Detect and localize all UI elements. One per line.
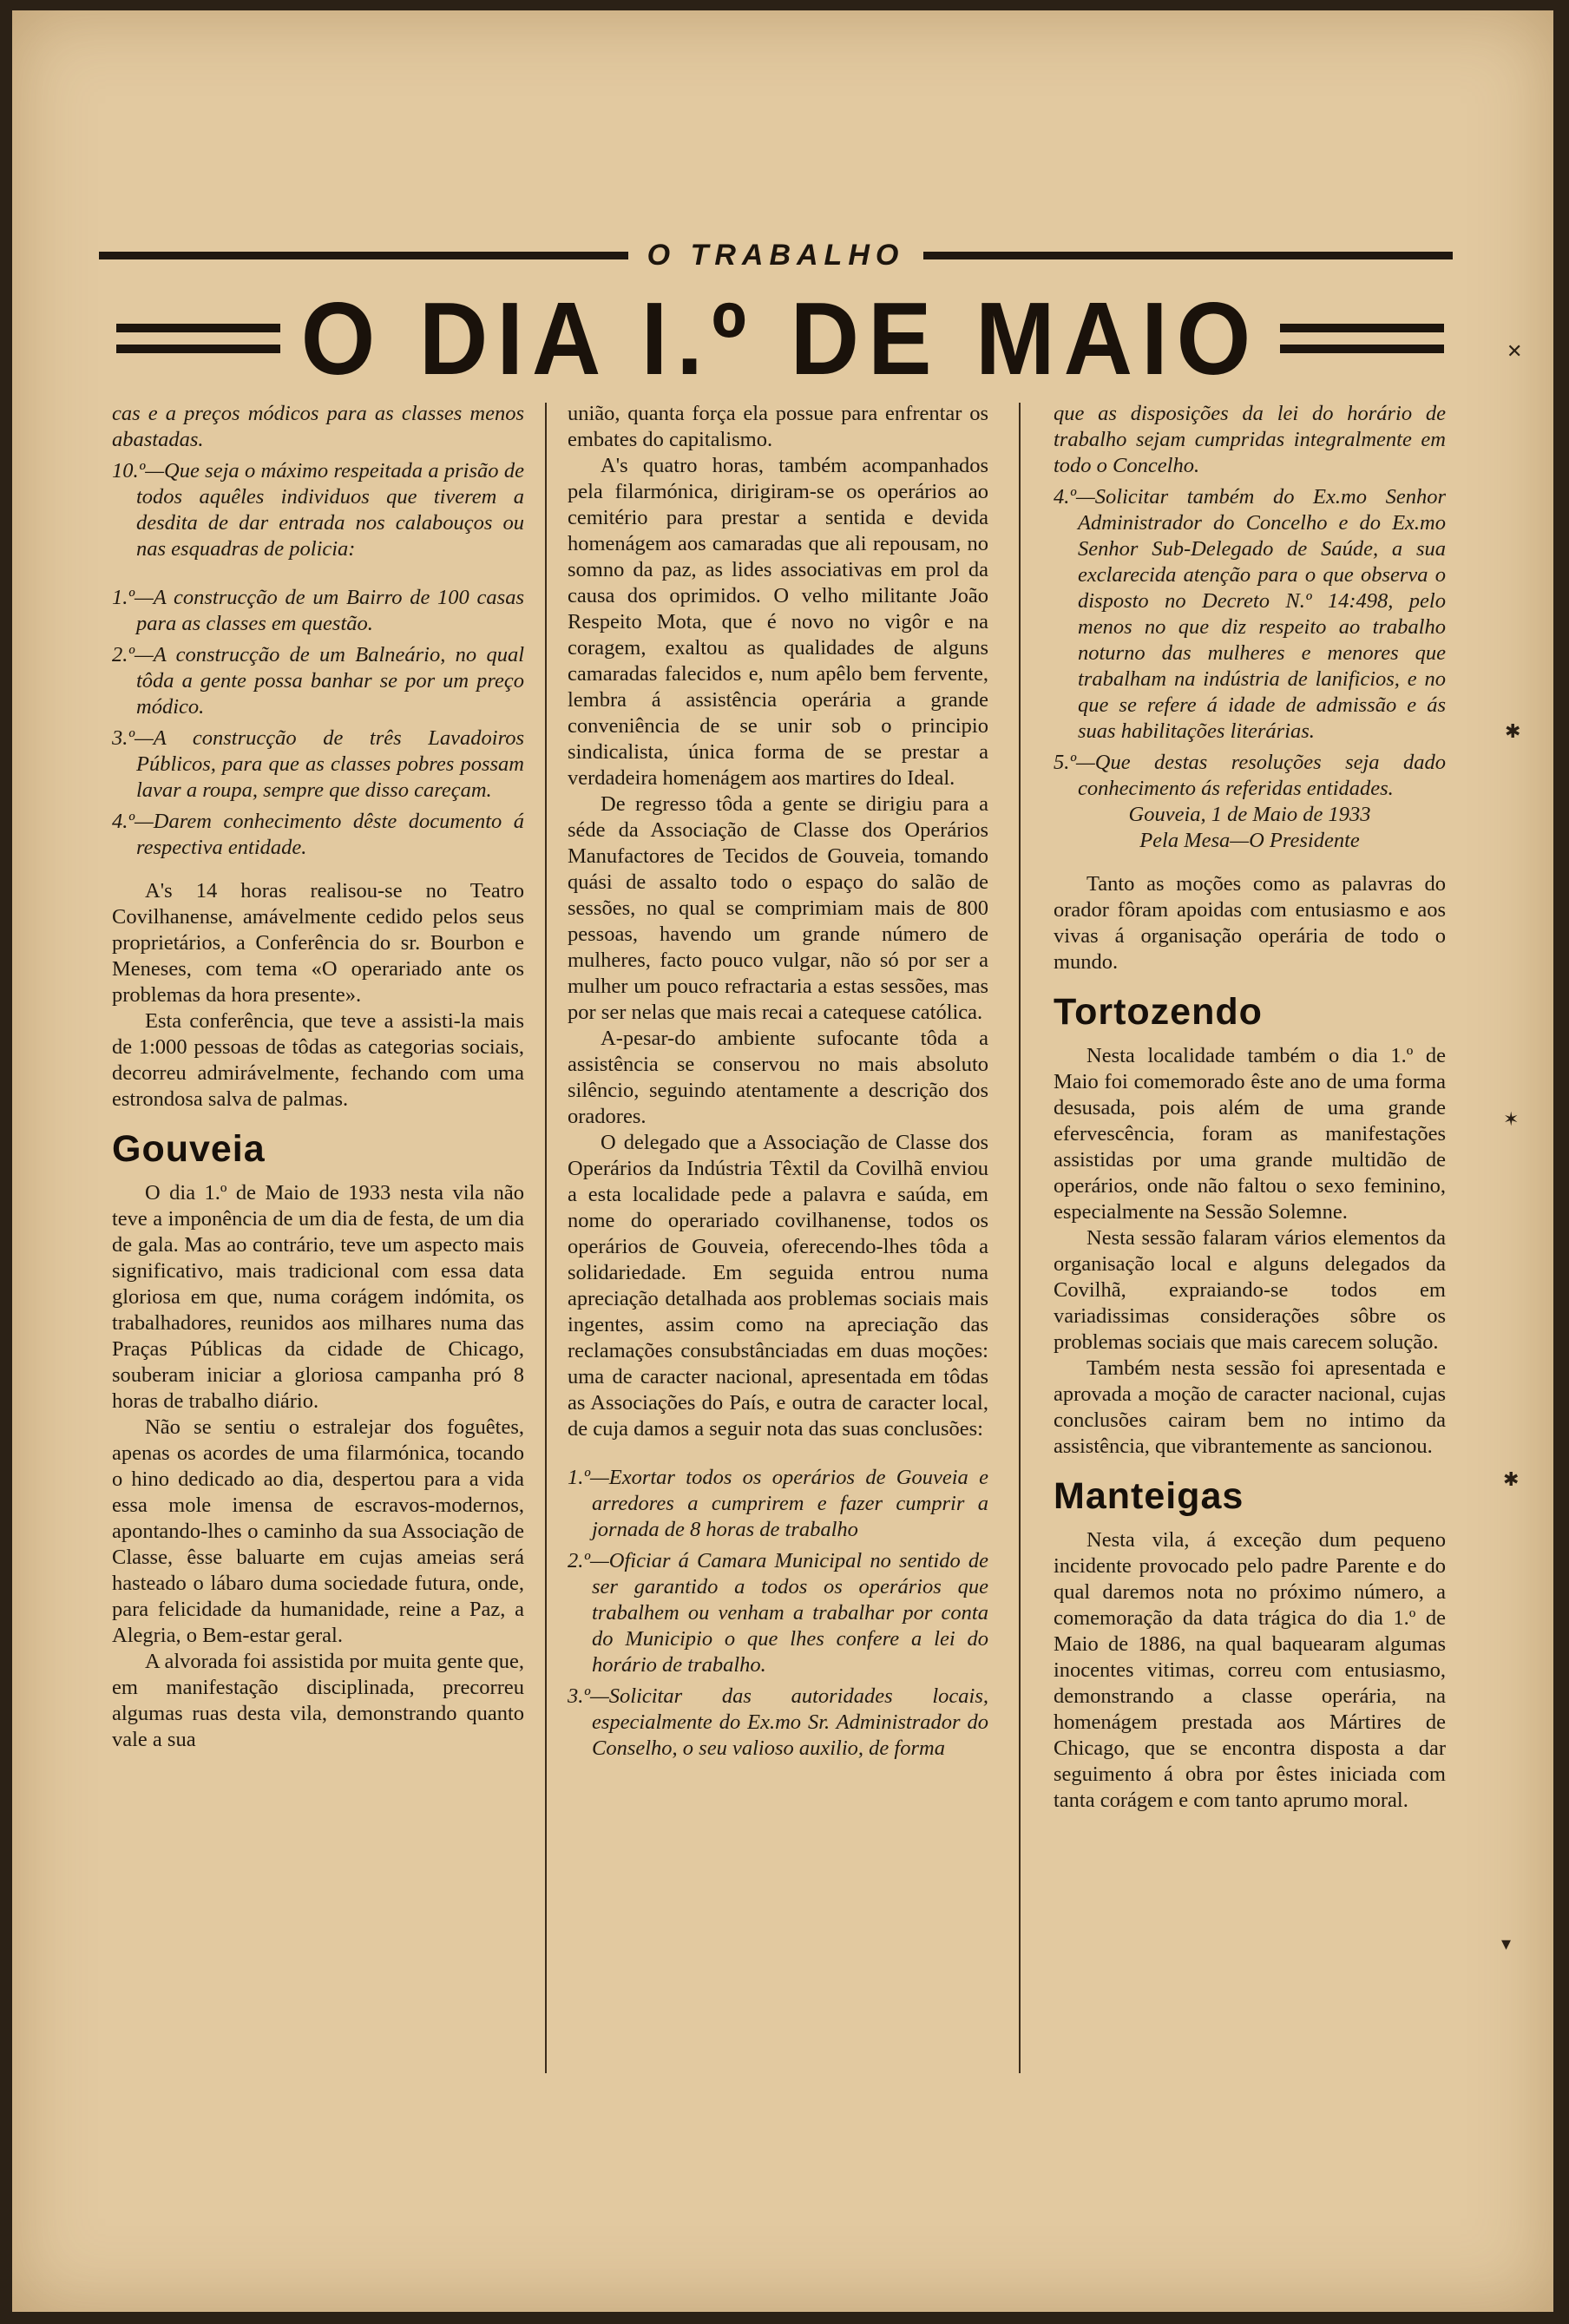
- paragraph: Nesta localidade também o dia 1.º de Maio foi comemorado êste ano de uma forma desusada, pois além de uma grande efervescência, foram as manifestações assistidas por uma grande multidão de operários, onde não faltou o sexo feminino, especialmente na Sessão Solemne.: [1054, 1044, 1446, 1224]
- paragraph: Nesta sessão falaram vários elementos da organisação local e alguns delegados da Covilhã, expraiando-se todos em variadissimas considerações sôbre os problemas sociais que mais carecem solução.: [1054, 1226, 1446, 1354]
- column-3: [1054, 401, 1446, 1814]
- list-item: 2.º—A construcção de um Balneário, no qual tôda a gente possa banhar se por um preço módico.: [112, 643, 524, 719]
- list-item: 1.º—Exortar todos os operários de Gouveia e arredores a cumprirem e fazer cumprir a jornada de 8 horas de trabalho: [568, 1466, 988, 1541]
- newspaper-name: O TRABALHO: [647, 238, 905, 272]
- paragraph: que as disposições da lei do horário de trabalho sejam cumpridas integralmente em todo o Concelho.: [1054, 402, 1446, 477]
- section-heading-manteigas: Manteigas: [1054, 1475, 1244, 1517]
- paragraph: A's quatro horas, também acompanhados pela filarmónica, dirigiram-se os operários ao cemitério para prestar a sentida e devida homenágem aos camaradas que ali repousam, no somno da paz, as lides associativas em prol da causa dos oprimidos. O velho militante João Respeito Mota, que é novo no vigôr e na coragem, exaltou as qualidades de alguns camaradas falecidos e, num apêlo bem fervente, lembra á assistência operária a grande conveniência de se unir sob o principio sindicalista, única forma de se prestar a verdadeira homenágem aos martires do Ideal.: [568, 454, 988, 790]
- headline-title: O DIA I.º DE MAIO: [300, 280, 1260, 397]
- list-item: 5.º—Que destas resoluções seja dado conhecimento ás referidas entidades.: [1054, 751, 1446, 800]
- list-item: 2.º—Oficiar á Camara Municipal no sentido de ser garantido a todos os operários que trabalhem ou venham a trabalhar por conta do Municipio o que lhes confere a lei do horário de trabalho.: [568, 1549, 988, 1677]
- paragraph: Tanto as moções como as palavras do orador fôram apoidas com entusiasmo e aos vivas á organisação operária de todo o mundo.: [1054, 872, 1446, 974]
- column-2: [568, 401, 988, 1762]
- paragraph: Também nesta sessão foi apresentada e aprovada a moção de caracter nacional, cujas conclusões cairam bem no intimo da assistência, que vibrantemente as sancionou.: [1054, 1356, 1446, 1458]
- margin-mark: ✱: [1503, 1468, 1520, 1490]
- paragraph: O dia 1.º de Maio de 1933 nesta vila não teve a imponência de um dia de festa, de um dia de gala. Mas ao contrário, teve um aspecto mais significativo, mais tradicional com essa data gloriosa em que, numa corágem indómita, os trabalhadores, reunidos aos milhares numa das Praças Públicas da cidade de Chicago, souberam iniciar a gloriosa campanha pró 8 horas de trabalho diário.: [112, 1181, 524, 1413]
- signature-line: Pela Mesa—O Presidente: [1139, 829, 1360, 852]
- section-heading-gouveia: Gouveia: [112, 1128, 266, 1170]
- paragraph: Esta conferência, que teve a assisti-la mais de 1:000 pessoas de tôdas as categorias sociais, decorreu admirávelmente, fechando com uma estrondosa salva de palmas.: [112, 1009, 524, 1111]
- paragraph: A alvorada foi assistida por muita gente que, em manifestação disciplinada, precorreu algumas ruas desta vila, demonstrando quanto vale a sua: [112, 1650, 524, 1751]
- margin-mark: ✱: [1505, 720, 1521, 742]
- list-item: 4.º—Darem conhecimento dêste documento á respectiva entidade.: [112, 810, 524, 859]
- paragraph: Nesta vila, á exceção dum pequeno incidente provocado pelo padre Parente e do qual daremos nota no próximo número, a comemoração da data trágica do dia 1.º de Maio de 1886, na qual baquearam algumas inocentes vitimas, correu com entusiasmo, demonstrando a classe operária, na homenágem prestada aos Mártires de Chicago, que se encontra disposta a dar seguimento á obra por êstes iniciada com tanta corágem e com tanto aprumo moral.: [1054, 1528, 1446, 1812]
- paragraph: O delegado que a Associação de Classe dos Operários da Indústria Têxtil da Covilhã enviou a esta localidade pede a palavra e saúda, em nome do operariado covilhanense, todos os operários de Gouveia, oferecendo-lhes tôda a solidariedade. Em seguida entrou numa apreciação detalhada aos problemas sociais mais ingentes, assim como na apreciação das reclamações consubstânciadas em duas moções: uma de caracter nacional, apresentada em tôdas as Associações do País, e outra de caracter local, de cuja damos a seguir nota das suas conclusões:: [568, 1131, 988, 1441]
- masthead-rule-left: [99, 252, 628, 259]
- paragraph: cas e a preços módicos para as classes menos abastadas.: [112, 402, 524, 451]
- masthead-rule-right: [923, 252, 1453, 259]
- column-1: [112, 401, 524, 1753]
- list-item: 4.º—Solicitar também do Ex.mo Senhor Administrador do Concelho e do Ex.mo Senhor Sub-Delegado de Saúde, a sua exclarecida atenção para o que observa o disposto no Decreto N.º 14:498, pelo menos no que diz respeito ao trabalho noturno das mulheres e menores que trabalham na indústria de lanificios, e no que se refere á idade de admissão e ás suas habilitações literárias.: [1054, 485, 1446, 743]
- headline: [116, 280, 1444, 397]
- column-divider: [1019, 403, 1021, 2073]
- paragraph: A-pesar-do ambiente sufocante tôda a assistência se conservou no mais absoluto silêncio, seguindo atentamente a descrição dos oradores.: [568, 1027, 988, 1128]
- paragraph: Não se sentiu o estralejar dos foguêtes, apenas os acordes de uma filarmónica, tocando o hino dedicado ao dia, despertou para a vida essa mole imensa de escravos-modernos, apontando-lhes o caminho da sua Associação de Classe, êsse baluarte em cujas ameias será hasteado o lábaro duma sociedade futura, onde, para felicidade da humanidade, reine a Paz, a Alegria, o Bem-estar geral.: [112, 1415, 524, 1647]
- headline-rule-left: [116, 324, 280, 353]
- list-item: 3.º—Solicitar das autoridades locais, especialmente do Ex.mo Sr. Administrador do Conselho, o seu valioso auxilio, de forma: [568, 1684, 988, 1760]
- section-heading-tortozendo: Tortozendo: [1054, 991, 1263, 1033]
- paragraph: união, quanta força ela possue para enfrentar os embates do capitalismo.: [568, 402, 988, 451]
- newspaper-page: [12, 10, 1553, 2312]
- column-divider: [545, 403, 547, 2073]
- list-item: 1.º—A construcção de um Bairro de 100 casas para as classes em questão.: [112, 586, 524, 635]
- list-item: 10.º—Que seja o máximo respeitada a prisão de todos aquêles individuos que tiverem a desdita de dar entrada nos calabouços ou nas esquadras de policia:: [112, 459, 524, 561]
- margin-mark: ▾: [1501, 1933, 1512, 1954]
- paragraph: A's 14 horas realisou-se no Teatro Covilhanense, amávelmente cedido pelos seus proprietários, a Conferência do sr. Bourbon e Meneses, com tema «O operariado ante os problemas da hora presente».: [112, 879, 524, 1007]
- margin-mark: ✕: [1507, 340, 1523, 362]
- headline-rule-right: [1280, 324, 1444, 353]
- margin-mark: ✶: [1503, 1108, 1520, 1130]
- paragraph: De regresso tôda a gente se dirigiu para a séde da Associação de Classe dos Operários Manufactores de Tecidos de Gouveia, tomando quási de assalto todo o espaço do salão de sessões, no qual se comprimiam mais de 800 pessoas, havendo um grande número de mulheres, facto pouco vulgar, não só por ser a mulher um pouco refractaria a estas sessões, mas por ser nelas que mais recai a catequese católica.: [568, 792, 988, 1024]
- masthead: [99, 238, 1453, 272]
- list-item: 3.º—A construcção de três Lavadoiros Públicos, para que as classes pobres possam lavar a roupa, sempre que disso careçam.: [112, 726, 524, 802]
- signature-place-date: Gouveia, 1 de Maio de 1933: [1128, 803, 1371, 826]
